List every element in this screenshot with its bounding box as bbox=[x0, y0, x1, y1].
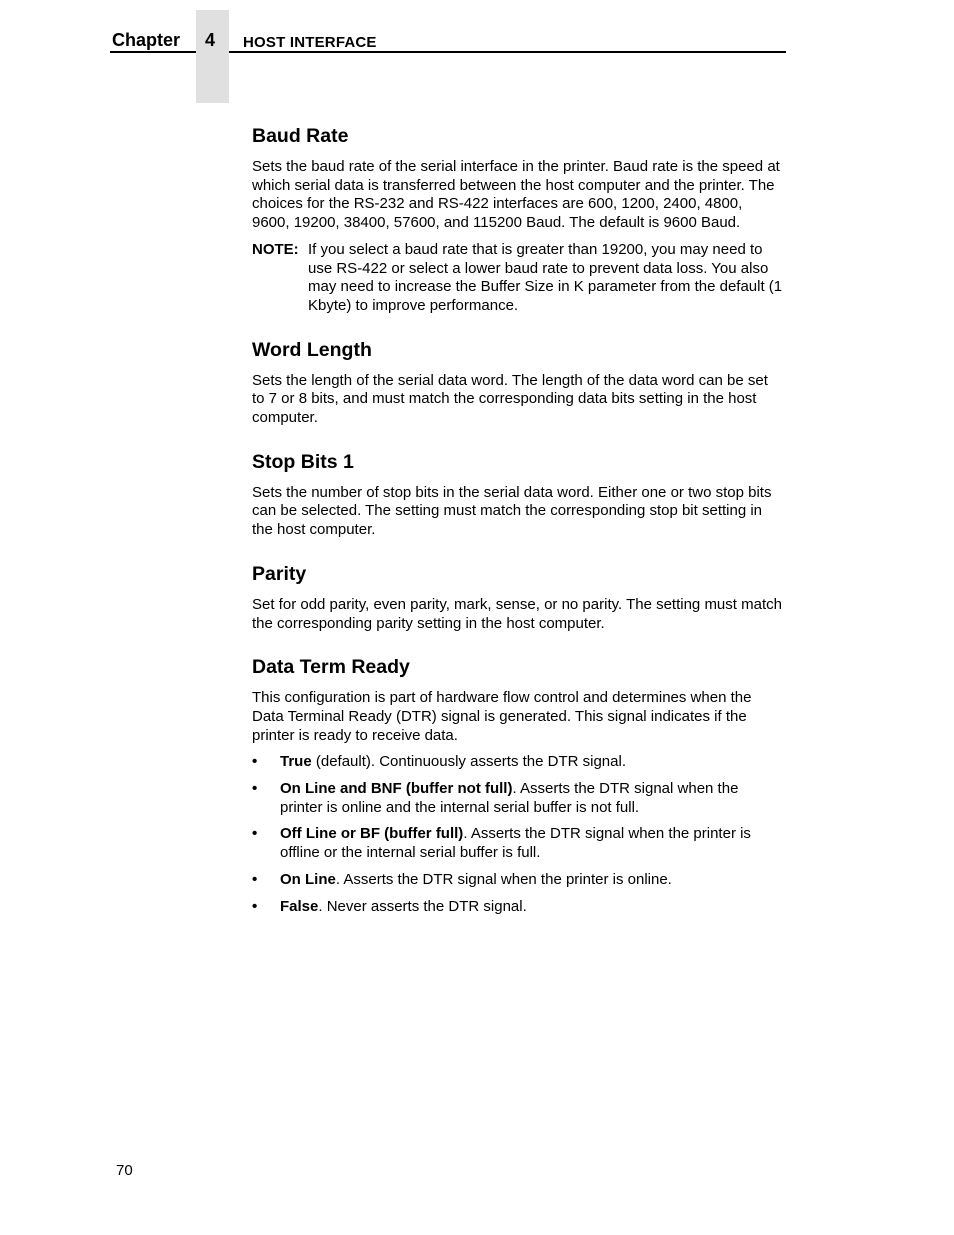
option-term: Off Line or BF (buffer full) bbox=[280, 825, 464, 843]
list-item bbox=[252, 871, 784, 890]
section-title: HOST INTERFACE bbox=[243, 34, 377, 51]
chapter-number: 4 bbox=[205, 30, 216, 50]
bullet-icon: • bbox=[252, 825, 258, 843]
section-heading: Word Length bbox=[252, 338, 372, 361]
section-body: Sets the number of stop bits in the serial data word. Either one or two stop bits can be selected. The setting must match the corresponding stop bit setting in the host computer. bbox=[252, 483, 772, 539]
section-baud-rate bbox=[252, 124, 784, 316]
bullet-icon: • bbox=[252, 897, 258, 915]
section-body: Set for odd parity, even parity, mark, sense, or no parity. The setting must match the corresponding parity setting in the host computer. bbox=[252, 595, 782, 632]
section-heading: Data Term Ready bbox=[252, 656, 410, 679]
chapter-tab bbox=[196, 10, 229, 103]
option-term: On Line bbox=[280, 870, 336, 888]
section-word-length bbox=[252, 338, 784, 428]
section-body: This configuration is part of hardware flow control and determines when the Data Terminal Ready (DTR) signal is generated. This signal indicates if the printer is ready to receive data. bbox=[252, 689, 752, 744]
section-heading: Stop Bits 1 bbox=[252, 450, 354, 473]
section-data-term-ready bbox=[252, 655, 784, 916]
chapter-label: Chapter bbox=[112, 30, 181, 50]
option-list bbox=[252, 753, 784, 916]
header-rule bbox=[229, 51, 786, 53]
section-heading: Baud Rate bbox=[252, 125, 349, 147]
list-item bbox=[252, 898, 784, 917]
bullet-icon: • bbox=[252, 780, 258, 798]
section-heading: Parity bbox=[252, 562, 307, 585]
option-term: False bbox=[280, 897, 319, 915]
section-body: Sets the baud rate of the serial interface in the printer. Baud rate is the speed at which serial data is transferred between the host computer and the printer. The choices for the RS-232 and RS-422 interfaces are 600, 1200, 2400, 4800, 9600, 19200, 38400, 57600, and 115200 Baud. The default is 9600 Baud. bbox=[252, 158, 780, 232]
page-number: 70 bbox=[116, 1162, 133, 1179]
section-body: Sets the length of the serial data word. The length of the data word can be set to 7 or 8 bits, and must match the corresponding data bits setting in the host computer. bbox=[252, 371, 768, 427]
option-desc: . Never asserts the DTR signal. bbox=[318, 897, 527, 915]
page-content bbox=[252, 124, 784, 938]
list-item bbox=[252, 753, 784, 772]
option-desc: . Asserts the DTR signal when the printer is online. bbox=[335, 870, 672, 888]
note-text: If you select a baud rate that is greater than 19200, you may need to use RS-422 or select a lower baud rate to prevent data loss. You also may need to increase the Buffer Size in K parameter from the default (1 Kbyte) to improve performance. bbox=[308, 240, 783, 314]
section-parity bbox=[252, 562, 784, 633]
option-term: On Line and BNF (buffer not full) bbox=[280, 780, 513, 798]
chapter-underline bbox=[110, 51, 196, 53]
bullet-icon: • bbox=[252, 870, 258, 888]
option-desc: (default). Continuously asserts the DTR signal. bbox=[311, 753, 626, 771]
note bbox=[252, 241, 784, 316]
note-label: NOTE: bbox=[252, 240, 299, 258]
option-term: True bbox=[280, 753, 312, 771]
option-desc: . Asserts the DTR signal when the printer is online and the internal serial buffer is not full. bbox=[280, 780, 739, 816]
list-item bbox=[252, 780, 784, 817]
bullet-icon: • bbox=[252, 753, 258, 771]
section-stop-bits bbox=[252, 450, 784, 540]
list-item bbox=[252, 825, 784, 862]
option-desc: . Asserts the DTR signal when the printer is offline or the internal serial buffer is full. bbox=[280, 825, 751, 862]
